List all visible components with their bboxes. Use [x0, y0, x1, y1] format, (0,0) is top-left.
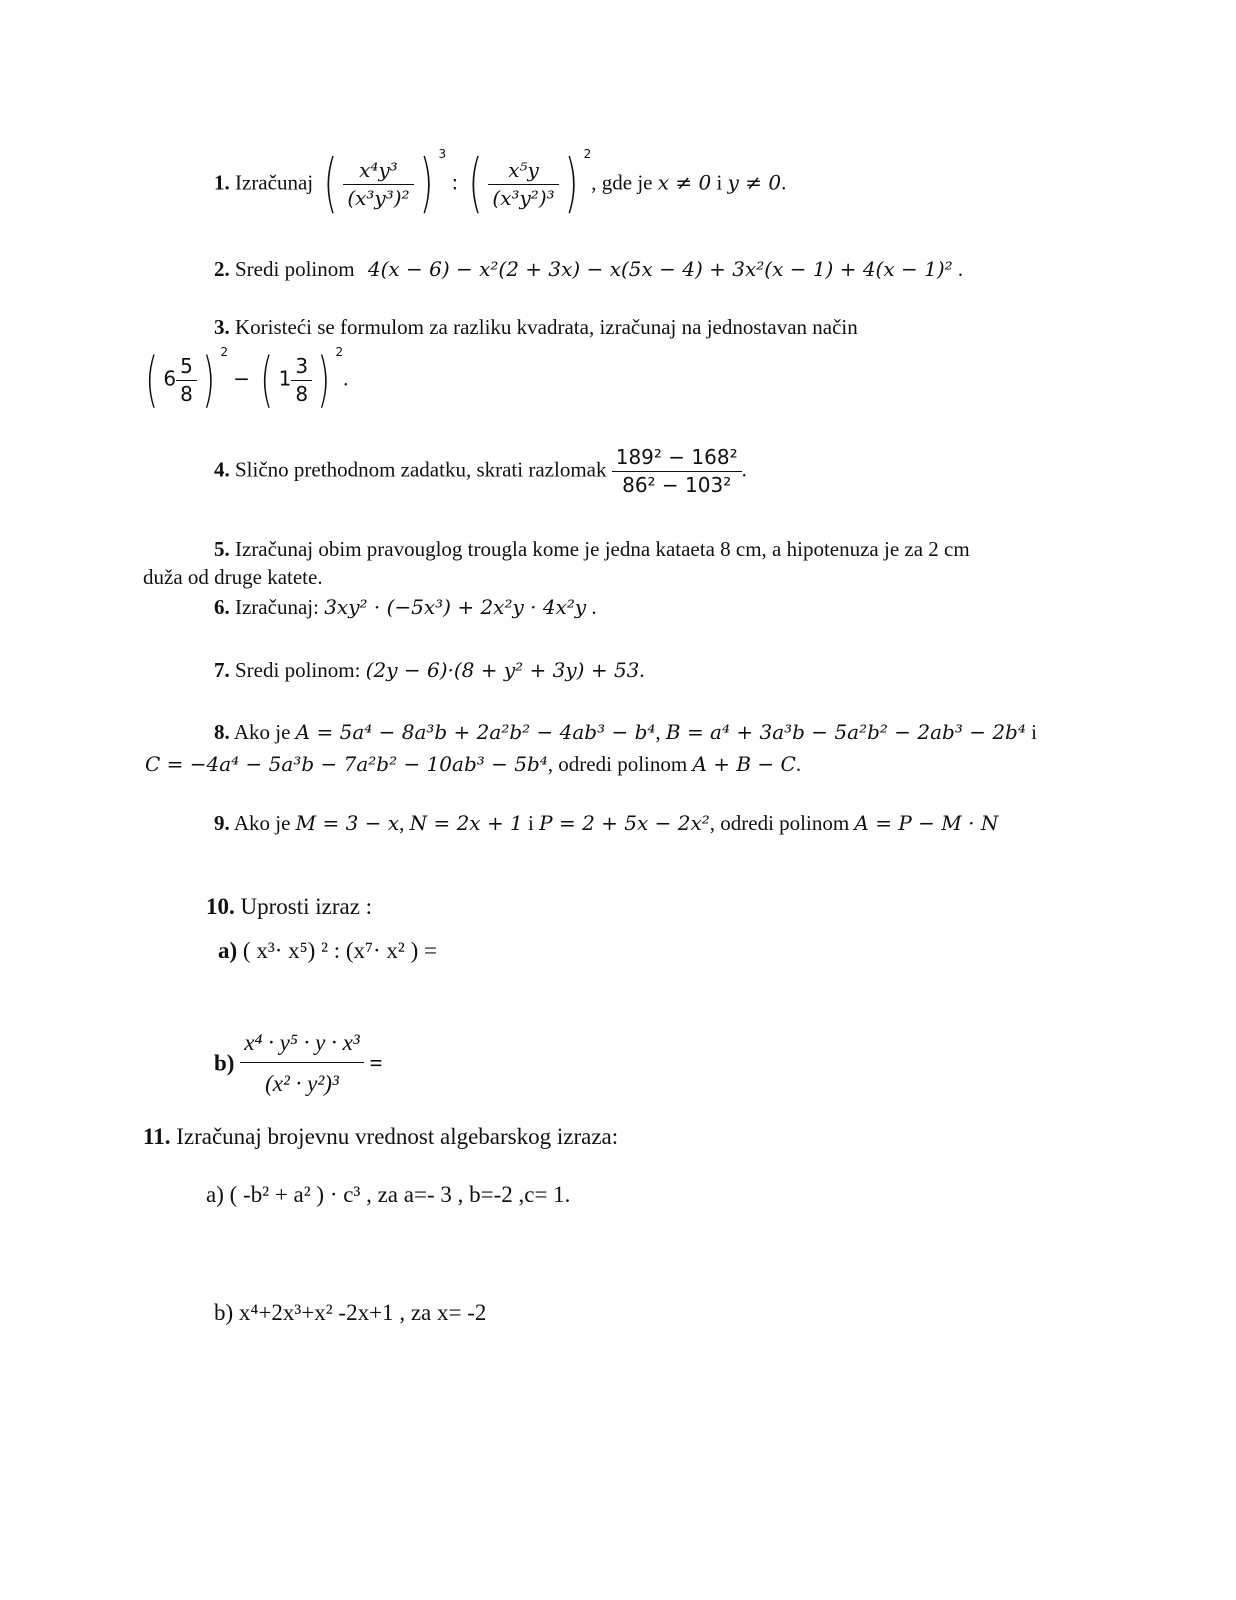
- problem-text: Ako je: [233, 720, 291, 744]
- problem-number: 9.: [214, 811, 230, 835]
- problem-8-line2: [145, 752, 801, 776]
- problem-number: 8.: [214, 720, 230, 744]
- result-expression: A = P − M · N: [854, 811, 999, 835]
- subpart-label: a): [218, 938, 238, 963]
- polynomial-expression: 4(x − 6) − x²(2 + 3x) − x(5x − 4) + 3x²(x − 1) + 4(x − 1)²: [367, 257, 953, 281]
- problem-number: 6.: [214, 595, 230, 619]
- fraction-b: $\frac{\text{x⁴ · y⁵ · y · x³}}{\text{(x² · y²)³}}$: [240, 1030, 363, 1098]
- reduce-fraction: $\frac{\text{189² − 168²}}{\text{86² − 103²}}$: [612, 446, 742, 497]
- condition-y: y ≠ 0: [727, 170, 782, 195]
- expression: 3xy² · (−5x³) + 2x²y · 4x²y: [324, 595, 587, 619]
- whole-part: 6: [163, 366, 177, 391]
- problem-3-expression: [140, 346, 348, 415]
- and-word: i: [1031, 720, 1037, 744]
- subpart-label: b): [214, 1050, 235, 1076]
- period: .: [781, 170, 787, 195]
- problem-6: [214, 595, 597, 619]
- problem-text: Izračunaj: [235, 170, 314, 195]
- problem-text: Slično prethodnom zadatku, skrati razlomak: [235, 457, 607, 482]
- subpart-label: b): [214, 1300, 234, 1325]
- exponent: 2: [583, 147, 592, 161]
- polynomial-p: P = 2 + 5x − 2x²: [539, 811, 710, 835]
- and-word: i: [716, 170, 723, 195]
- polynomial-n: N = 2x + 1: [409, 811, 523, 835]
- and-word: i: [528, 811, 534, 835]
- period: .: [957, 257, 964, 281]
- problem-text: Ako je: [233, 811, 291, 835]
- problem-10: [206, 894, 372, 920]
- close-paren: ): [202, 345, 216, 415]
- expression: (2y − 6)·(8 + y² + 3y) + 53: [365, 658, 640, 682]
- problem-text: duža od druge katete.: [143, 565, 323, 589]
- close-paren: ): [564, 147, 579, 221]
- condition-text: , za x= -2: [399, 1300, 487, 1325]
- problem-4: [214, 446, 747, 497]
- problem-text: Izračunaj obim pravouglog trougla kome je jedna kataeta 8 cm, a hipotenuza je za 2 cm: [235, 537, 970, 561]
- minus-sign: −: [233, 366, 250, 391]
- polynomial-b: B = a⁴ + 3a³b − 5a²b² − 2ab³ − 2b⁴: [665, 720, 1026, 744]
- exponent: 3: [438, 147, 447, 161]
- period: .: [343, 366, 349, 391]
- problem-10a: [218, 938, 437, 964]
- open-paren: (: [323, 147, 338, 221]
- problem-9: 9. Ako je M = 3 − x, N = 2x + 1 i P = 2 + 5x − 2x², odredi polinom A = P − M · N: [214, 811, 999, 835]
- period: .: [591, 595, 597, 619]
- problem-text: Izračunaj brojevnu vrednost algebarskog izraza:: [176, 1124, 619, 1149]
- result-expression: A + B − C: [692, 752, 796, 776]
- equals-sign: =: [369, 1050, 383, 1076]
- problem-text: Izračunaj:: [235, 595, 319, 619]
- expression: ( x³· x⁵) ² : (x⁷· x² ) =: [242, 938, 437, 963]
- problem-number: 2.: [214, 257, 230, 281]
- exponent: 2: [335, 345, 344, 359]
- polynomial-c: C = −4a⁴ − 5a³b − 7a²b² − 10ab³ − 5b⁴: [145, 752, 548, 776]
- problem-text: , odredi polinom: [709, 811, 850, 835]
- problem-11: [143, 1124, 618, 1150]
- fraction-b: $\frac{3}{8}$: [291, 355, 312, 406]
- whole-part: 1: [278, 366, 292, 391]
- problem-3: [214, 315, 858, 339]
- problem-text: Sredi polinom:: [235, 658, 361, 682]
- subpart-label: a): [206, 1182, 224, 1207]
- problem-10b: [214, 1030, 383, 1098]
- close-paren: ): [317, 345, 331, 415]
- problem-number: 10.: [206, 894, 235, 919]
- problem-number: 3.: [214, 315, 230, 339]
- problem-text: Koristeći se formulom za razliku kvadrata, izračunaj na jednostavan način: [235, 315, 858, 339]
- condition-text: , za a=- 3 , b=-2 ,c= 1.: [366, 1182, 571, 1207]
- problem-11a: [206, 1182, 570, 1208]
- polynomial-a: A = 5a⁴ − 8a³b + 2a²b² − 4ab³ − b⁴: [295, 720, 656, 744]
- fraction-2: $\frac{\text{x⁵y}}{\text{(x³y²)³}}$: [488, 159, 558, 210]
- problem-11b: [214, 1300, 486, 1326]
- problem-2: [214, 257, 963, 281]
- problem-7: [214, 658, 645, 682]
- condition-x: x ≠ 0: [657, 170, 712, 195]
- problem-5: [214, 537, 970, 561]
- problem-number: 4.: [214, 457, 230, 482]
- problem-text: Sredi polinom: [235, 257, 355, 281]
- exponent: 2: [220, 345, 228, 359]
- problem-number: 7.: [214, 658, 230, 682]
- expression: x⁴+2x³+x² -2x+1: [238, 1300, 394, 1325]
- period: .: [795, 752, 802, 776]
- open-paren: (: [469, 147, 483, 221]
- problem-1: [214, 148, 786, 222]
- condition-text: , gde je: [591, 170, 653, 195]
- colon: :: [451, 170, 459, 195]
- fraction-a: $\frac{5}{8}$: [176, 355, 197, 406]
- problem-number: 1.: [214, 170, 230, 195]
- expression: ( -b² + a² ) · c³: [229, 1182, 361, 1207]
- period: .: [741, 457, 747, 482]
- period: .: [639, 658, 645, 682]
- problem-number: 5.: [214, 537, 230, 561]
- problem-5-line2: [143, 565, 323, 589]
- problem-number: 11.: [143, 1124, 171, 1149]
- open-paren: (: [145, 345, 159, 415]
- problem-text: , odredi polinom: [547, 752, 688, 776]
- close-paren: ): [419, 147, 433, 221]
- open-paren: (: [260, 345, 274, 415]
- polynomial-m: M = 3 − x: [295, 811, 400, 835]
- problem-text: Uprosti izraz :: [240, 894, 373, 919]
- problem-8: 8. Ako je A = 5a⁴ − 8a³b + 2a²b² − 4ab³ − b⁴, B = a⁴ + 3a³b − 5a²b² − 2ab³ − 2b⁴ i: [214, 720, 1037, 744]
- fraction-1: $\frac{\text{x⁴y³}}{\text{(x³y³)²}}$: [343, 159, 413, 210]
